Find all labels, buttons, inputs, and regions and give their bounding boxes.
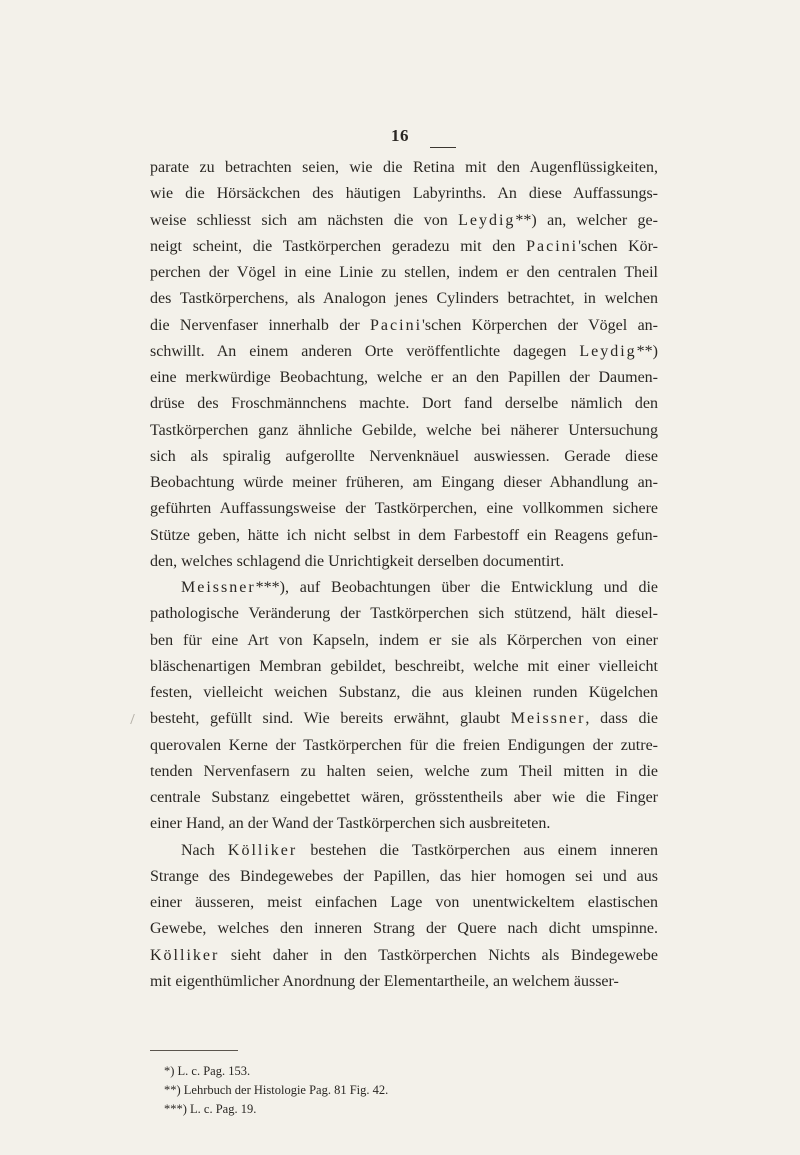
text-line: ben für eine Art von Kapseln, indem er sie als Körperchen von einer [150,631,658,649]
paragraph [150,838,658,996]
footnote-2: **) Lehrbuch der Histologie Pag. 81 Fig. 42. [164,1083,389,1097]
text-line: wie die Hörsäckchen des häutigen Labyrinths. An diese Auffassungs- [150,185,658,203]
footnote-3: ***) L. c. Pag. 19. [164,1102,257,1116]
text-line: centrale Substanz eingebettet wären, grösstentheils aber wie die Finger [150,789,658,806]
text-line: besteht, gefüllt sind. Wie bereits erwähnt, glaubt Meissner, dass die [150,710,658,728]
body-text [150,155,658,995]
text-line: geführten Auffassungsweise der Tastkörperchen, eine vollkommen sichere [150,500,658,518]
paragraph [150,575,658,838]
footnotes [164,1062,388,1119]
text-line: des Tastkörperchens, als Analogon jenes Cylinders betrachtet, in welchen [150,290,658,308]
text-line: Meissner***), auf Beobachtungen über die Entwicklung und die [181,579,658,596]
text-line: einer äusseren, meist einfachen Lage von unentwickeltem elastischen [150,894,658,911]
paragraphs [150,155,658,995]
text-line: mit eigenthümlicher Anordnung der Elementartheile, an welchem äusser- [150,972,619,990]
text-line: festen, vielleicht weichen Substanz, die aus kleinen runden Kügelchen [150,684,658,701]
page-number: 16 [391,126,409,145]
text-line: weise schliesst sich am nächsten die von Leydig**) an, welcher ge- [150,211,658,229]
text-line: tenden Nervenfasern zu halten seien, welche zum Theil mitten in die [150,762,658,780]
text-line: schwillt. An einem anderen Orte veröffentlichte dagegen Leydig**) [150,342,658,360]
text-line: querovalen Kerne der Tastkörperchen für die freien Endigungen der zutre- [150,736,658,754]
text-line: neigt scheint, die Tastkörperchen geradezu mit den Pacini'schen Kör- [150,237,659,255]
text-line: Gewebe, welches den inneren Strang der Quere nach dicht umspinne. [150,920,658,938]
text-line: drüse des Froschmännchens machte. Dort fand derselbe nämlich den [150,395,658,413]
page-number-underline [430,147,456,148]
margin-mark [130,714,141,724]
text-line: sich als spiralig aufgerollte Nervenknäuel auswiessen. Gerade diese [150,447,658,465]
text-line: Stütze geben, hätte ich nicht selbst in dem Farbestoff ein Reagens gefun- [150,526,658,544]
footnote-divider [150,1050,238,1051]
text-line: Kölliker sieht daher in den Tastkörperchen Nichts als Bindegewebe [150,946,658,964]
paragraph [150,155,658,575]
text-line: parate zu betrachten seien, wie die Retina mit den Augenflüssigkeiten, [150,159,658,176]
text-line: einer Hand, an der Wand der Tastkörperchen sich ausbreiteten. [150,815,551,833]
text-line: pathologische Veränderung der Tastkörperchen sich stützend, hält diesel- [150,605,658,623]
text-line: den, welches schlagend die Unrichtigkeit derselben documentirt. [150,552,565,570]
text-line: perchen der Vögel in eine Linie zu stellen, indem er den centralen Theil [150,264,658,281]
text-line: die Nervenfaser innerhalb der Pacini'schen Körperchen der Vögel an- [150,316,658,334]
text-line: Nach Kölliker bestehen die Tastkörperchen aus einem inneren [181,841,658,859]
text-line: Tastkörperchen ganz ähnliche Gebilde, welche bei näherer Untersuchung [150,421,658,439]
text-line: Strange des Bindegewebes der Papillen, das hier homogen sei und aus [150,867,658,885]
footnote-1: *) L. c. Pag. 153. [164,1064,251,1078]
text-line: bläschenartigen Membran gebildet, beschreibt, welche mit einer vielleicht [150,657,658,675]
text-line: eine merkwürdige Beobachtung, welche er an den Papillen der Daumen- [150,369,658,386]
text-line: Beobachtung würde meiner früheren, am Eingang dieser Abhandlung an- [150,474,658,491]
